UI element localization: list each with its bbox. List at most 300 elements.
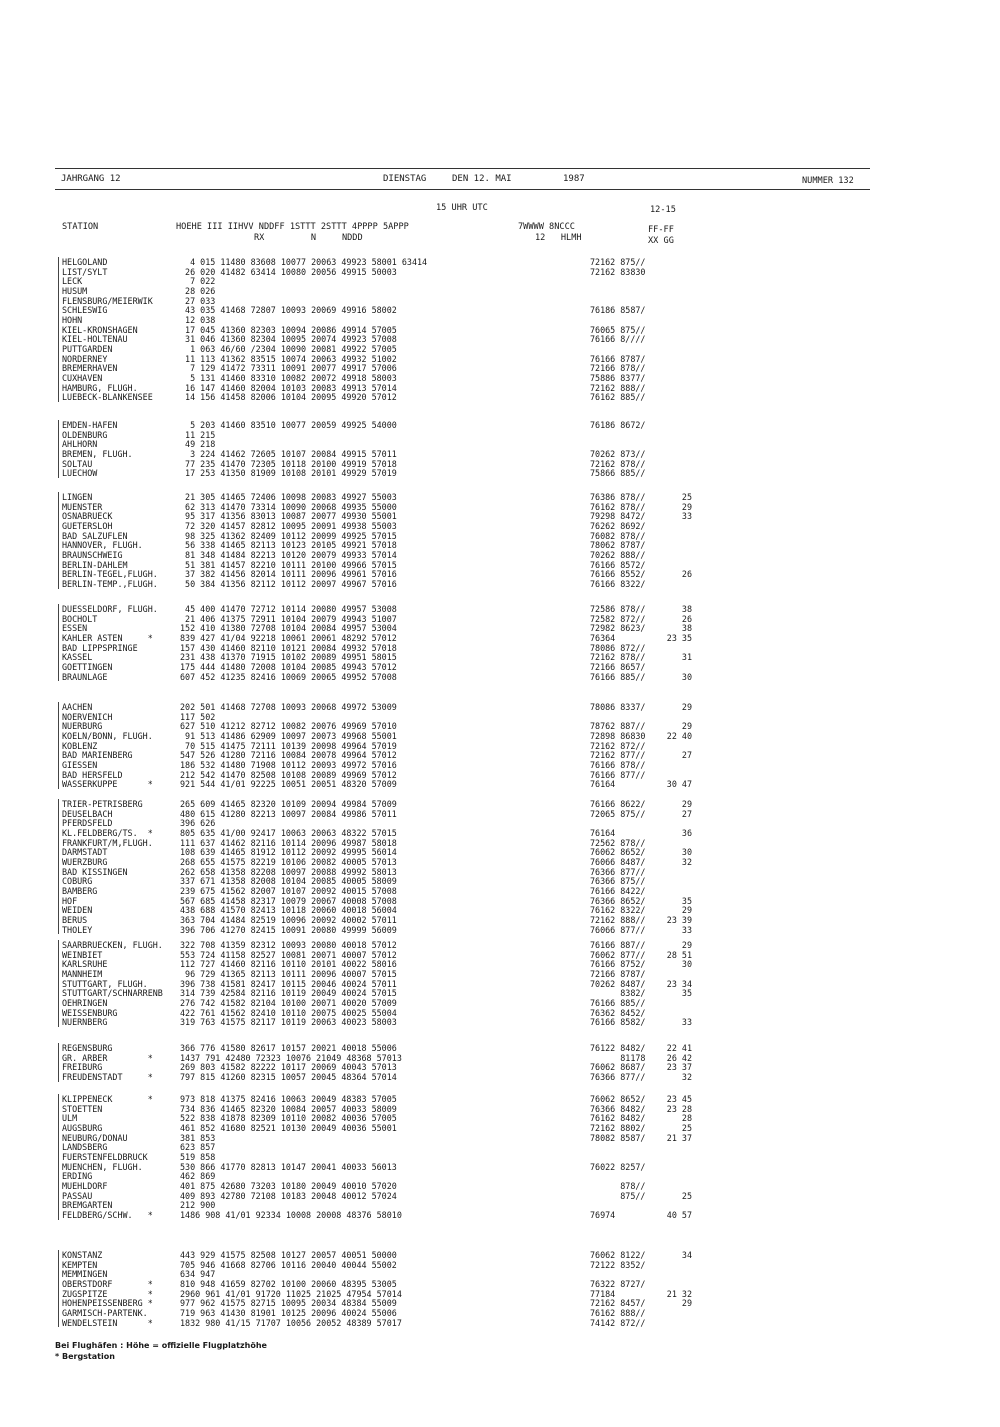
cloud-values: 76186 8672/ <box>590 420 646 430</box>
gust-values: 33 <box>681 924 692 935</box>
cloud-values: 76066 8487/ <box>590 857 646 867</box>
station-name: AACHEN <box>62 702 93 712</box>
cloud-values: 76386 878// <box>590 492 646 502</box>
station-name: HOF <box>62 895 78 906</box>
station-name: NOERVENICH <box>62 711 113 722</box>
station-name: GUETERSLOH <box>62 521 113 531</box>
station-name: LECK <box>62 276 83 287</box>
cloud-values: 72162 878// <box>590 652 646 663</box>
gust-values: 29 <box>681 702 692 712</box>
gust-values: 29 <box>681 940 692 950</box>
station-name: TRIER-PETRISBERG <box>62 799 143 809</box>
gust-values: 25 <box>681 1190 692 1201</box>
station-name: BREMGARTEN <box>62 1200 113 1211</box>
observation-values: 262 658 41358 82208 10097 20088 49992 58013 <box>180 866 397 877</box>
gust-values: 23 45 <box>666 1094 692 1104</box>
observation-values: 627 510 41212 82712 10082 20076 49969 57010 <box>180 721 397 732</box>
station-name: WEIDEN <box>62 905 93 916</box>
gust-values: 30 <box>681 959 692 970</box>
cloud-values: 76062 8652/ <box>590 847 646 858</box>
station-name: KEMPTEN <box>62 1259 98 1270</box>
observation-values: 443 929 41575 82508 10127 20057 40051 50000 <box>180 1250 397 1260</box>
observation-values: 117 502 <box>180 711 216 722</box>
observation-values: 231 438 41370 71915 10102 20089 49951 58015 <box>180 652 397 663</box>
block-border <box>58 257 59 402</box>
station-name: HAMBURG, FLUGH. <box>62 382 138 393</box>
xx-header: XX GG <box>648 236 674 246</box>
observation-values: 553 724 41158 82527 10081 20071 40007 57012 <box>180 949 397 960</box>
cloud-values: 70262 8487/ <box>590 978 646 989</box>
cloud-values: 70262 888// <box>590 550 646 560</box>
observation-values: 56 338 41465 82113 10123 20105 49921 57018 <box>180 540 397 551</box>
station-name: HANNOVER, FLUGH. <box>62 540 143 551</box>
observation-values: 5 203 41460 83510 10077 20059 49925 54000 <box>180 420 397 430</box>
cloud-values: 76122 8482/ <box>590 1043 646 1053</box>
station-name: ERDING <box>62 1171 93 1182</box>
station-name: WUERZBURG <box>62 857 108 867</box>
station-name: BREMERHAVEN <box>62 363 118 374</box>
station-name: WEISSENBURG <box>62 1007 118 1018</box>
station-name: BERUS <box>62 914 88 925</box>
cloud-values: 76166 887// <box>590 940 646 950</box>
cloud-values: 76162 885// <box>590 392 646 403</box>
observation-values: 98 325 41362 82409 10112 20099 49925 57015 <box>180 530 397 541</box>
gust-values: 28 <box>681 1113 692 1124</box>
station-name: BRAUNSCHWEIG <box>62 550 123 560</box>
column-header-1: HOEHE III IIHVV NDDFF 1STTT 2STTT 4PPPP 5APPP <box>176 222 409 232</box>
gust-values: 23 39 <box>666 914 692 925</box>
observation-values: 810 948 41659 82702 10100 20060 48395 53005 <box>180 1279 397 1289</box>
gust-values: 21 37 <box>666 1132 692 1143</box>
gust-values: 33 <box>681 511 692 522</box>
station-name: LINGEN <box>62 492 93 502</box>
observation-values: 337 671 41358 82008 10104 20085 40005 58009 <box>180 876 397 887</box>
observation-values: 705 946 41668 82706 10116 20040 40044 55002 <box>180 1259 397 1270</box>
gust-values: 30 <box>681 847 692 858</box>
station-name: LUECHOW <box>62 468 98 479</box>
station-name: BAMBERG <box>62 885 98 896</box>
observation-values: 396 626 <box>180 818 216 829</box>
gust-values: 35 <box>681 895 692 906</box>
station-name: ZUGSPITZE * <box>62 1288 153 1299</box>
station-name: WEINBIET <box>62 949 103 960</box>
station-name: MUENSTER <box>62 501 103 512</box>
gust-values: 33 <box>681 1017 692 1028</box>
cloud-values: 75886 8377/ <box>590 372 646 383</box>
station-name: LANDSBERG <box>62 1142 108 1153</box>
observation-values: 112 727 41460 82116 10110 20101 40022 58016 <box>180 959 397 970</box>
cloud-values: 74142 872// <box>590 1317 646 1328</box>
cloud-values: 76022 8257/ <box>590 1161 646 1172</box>
station-name: PFERDSFELD <box>62 818 113 829</box>
observation-values: 50 384 41356 82112 10112 20097 49967 57016 <box>180 578 397 589</box>
observation-values: 14 156 41458 82006 10104 20095 49920 57012 <box>180 392 397 403</box>
cloud-values: 72166 8657/ <box>590 662 646 672</box>
cloud-values: 76166 8582/ <box>590 1017 646 1028</box>
observation-values: 977 962 41575 82715 10095 20034 48384 55009 <box>180 1298 397 1309</box>
observation-values: 805 635 41/00 92417 10063 20063 48322 57015 <box>180 828 397 838</box>
cloud-values: 76166 877// <box>590 769 646 780</box>
station-name: HUSUM <box>62 286 88 296</box>
footer-note-2: * Bergstation <box>55 1352 115 1361</box>
jahrgang: JAHRGANG 12 <box>61 174 121 184</box>
station-name: DARMSTADT <box>62 847 108 858</box>
block-border <box>58 492 59 589</box>
observation-values: 319 763 41575 82117 10119 20063 40023 58003 <box>180 1017 397 1028</box>
station-name: ULM <box>62 1113 78 1124</box>
station-name: KIEL-KRONSHAGEN <box>62 324 138 335</box>
station-name: BRAUNLAGE <box>62 671 108 682</box>
cloud-values: 76162 878// <box>590 501 646 512</box>
cloud-values: 76322 8727/ <box>590 1279 646 1289</box>
observation-values: 7 022 <box>180 276 216 287</box>
station-name: SOLTAU <box>62 458 93 469</box>
cloud-values: 76166 8622/ <box>590 799 646 809</box>
cloud-values: 76366 8652/ <box>590 895 646 906</box>
station-name: FRANKFURT/M,FLUGH. <box>62 837 153 848</box>
cloud-values: 76066 877// <box>590 924 646 935</box>
cloud-values: 76166 8752/ <box>590 959 646 970</box>
observation-values: 31 046 41360 82304 10095 20074 49923 57008 <box>180 334 397 345</box>
observation-values: 396 706 41270 82415 10091 20080 49999 56009 <box>180 924 397 935</box>
block-border <box>58 420 59 478</box>
cloud-values: 76062 8687/ <box>590 1062 646 1073</box>
observation-values: 1486 908 41/01 92334 10008 20008 48376 58010 <box>180 1209 402 1220</box>
station-name: BREMEN, FLUGH. <box>62 449 133 459</box>
observation-values: 186 532 41480 71908 10112 20093 49972 57016 <box>180 760 397 770</box>
block-border <box>58 1043 59 1082</box>
station-name: MANNHEIM <box>62 969 103 979</box>
station-name: BAD MARIENBERG <box>62 750 133 761</box>
station-name: FREIBURG <box>62 1062 103 1073</box>
cloud-values: 76164 <box>590 828 616 838</box>
station-name: BERLIN-TEGEL,FLUGH. <box>62 569 158 580</box>
observation-values: 95 317 41356 83013 10087 20077 49930 55001 <box>180 511 397 522</box>
observation-values: 519 858 <box>180 1152 216 1162</box>
observation-values: 27 033 <box>180 295 216 306</box>
gust-values: 29 <box>681 501 692 512</box>
cloud-values: 76162 8482/ <box>590 1113 646 1124</box>
observation-values: 314 739 42584 82116 10119 20049 40024 57015 <box>180 988 397 999</box>
observation-values: 16 147 41460 82004 10103 20083 49913 57014 <box>180 382 397 393</box>
station-name: FLENSBURG/MEIERWIK <box>62 295 153 306</box>
footer-note-1: Bei Flughäfen : Höhe = offizielle Flugplatzhöhe <box>55 1341 267 1350</box>
station-name: BAD LIPPSPRINGE <box>62 642 138 653</box>
cloud-values: 76366 8482/ <box>590 1103 646 1114</box>
cloud-values: 81178 <box>590 1052 646 1063</box>
cloud-values: 78086 8337/ <box>590 702 646 712</box>
cloud-values: 76082 878// <box>590 530 646 541</box>
station-name: BERLIN-DAHLEM <box>62 559 128 570</box>
observation-values: 72 320 41457 82812 10095 20091 49938 55003 <box>180 521 397 531</box>
gust-values: 23 37 <box>666 1062 692 1073</box>
gust-values: 26 <box>681 613 692 624</box>
gust-values: 32 <box>681 857 692 867</box>
cloud-values: 77184 <box>590 1288 616 1299</box>
observation-values: 1832 980 41/15 71707 10056 20052 48389 57017 <box>180 1317 402 1328</box>
station-name: BOCHOLT <box>62 613 98 624</box>
cloud-values: 78762 887// <box>590 721 646 732</box>
observation-values: 11 215 <box>180 429 216 440</box>
observation-values: 269 803 41582 82222 10117 20069 40043 57013 <box>180 1062 397 1073</box>
station-name: THOLEY <box>62 924 93 935</box>
cloud-values: 72162 83830 <box>590 266 646 277</box>
gust-values: 29 <box>681 1298 692 1309</box>
block-border <box>58 1094 59 1220</box>
cloud-values: 76164 <box>590 779 616 790</box>
observation-values: 366 776 41580 82617 10157 20021 40018 55006 <box>180 1043 397 1053</box>
station-name: NUERBURG <box>62 721 103 732</box>
station-name: REGENSBURG <box>62 1043 113 1053</box>
cloud-values: 72582 872// <box>590 613 646 624</box>
station-name: KIEL-HOLTENAU <box>62 334 128 345</box>
station-name: KAHLER ASTEN * <box>62 633 153 643</box>
station-name: SCHLESWIG <box>62 305 108 316</box>
gust-values: 21 32 <box>666 1288 692 1299</box>
cloud-values: 76166 8422/ <box>590 885 646 896</box>
gust-values: 26 <box>681 569 692 580</box>
observation-values: 623 857 <box>180 1142 216 1153</box>
cloud-values: 72162 878// <box>590 458 646 469</box>
gust-values: 36 <box>681 828 692 838</box>
cloud-values: 72065 875// <box>590 808 646 819</box>
observation-values: 111 637 41462 82116 10114 20096 49987 58018 <box>180 837 397 848</box>
station-name: LUEBECK-BLANKENSEE <box>62 392 153 403</box>
cloud-values: 875// <box>590 1190 646 1201</box>
station-name: WASSERKUPPE * <box>62 779 153 790</box>
station-name: NEUBURG/DONAU <box>62 1132 128 1143</box>
observation-values: 62 313 41470 73314 10090 20068 49935 55000 <box>180 501 397 512</box>
cloud-values: 76162 888// <box>590 1308 646 1318</box>
station-name: STUTTGART, FLUGH. <box>62 978 148 989</box>
observation-values: 276 742 41582 82104 10100 20071 40020 57009 <box>180 998 397 1008</box>
observation-values: 719 963 41430 81901 10125 20096 40024 55006 <box>180 1308 397 1318</box>
observation-values: 28 026 <box>180 286 216 296</box>
cloud-values: 72162 888// <box>590 382 646 393</box>
station-name: DUESSELDORF, FLUGH. <box>62 604 158 614</box>
cloud-values: 76166 8//// <box>590 334 646 345</box>
observation-values: 17 045 41360 82303 10094 20086 49914 57005 <box>180 324 397 335</box>
station-name: GR. ARBER * <box>62 1052 153 1063</box>
station-name: FELDBERG/SCHW. * <box>62 1209 153 1220</box>
station-name: COBURG <box>62 876 93 887</box>
cloud-values: 72166 878// <box>590 363 646 374</box>
cloud-values: 72562 878// <box>590 837 646 848</box>
observation-values: 108 639 41465 81912 10112 20092 49995 56014 <box>180 847 397 858</box>
gust-values: 30 47 <box>666 779 692 790</box>
observation-values: 70 515 41475 72111 10139 20098 49964 57019 <box>180 740 397 751</box>
station-name: KARLSRUHE <box>62 959 108 970</box>
station-name: OEHRINGEN <box>62 998 108 1008</box>
station-name: MEMMINGEN <box>62 1269 108 1280</box>
gust-values: 38 <box>681 604 692 614</box>
gust-values: 30 <box>681 671 692 682</box>
gust-values: 26 42 <box>666 1052 692 1063</box>
observation-values: 461 852 41680 82521 10130 20049 40036 55001 <box>180 1123 397 1133</box>
observation-values: 409 893 42780 72108 10183 20048 40012 57024 <box>180 1190 397 1201</box>
gust-values: 22 41 <box>666 1043 692 1053</box>
observation-values: 212 900 <box>180 1200 216 1211</box>
station-name: NUERNBERG <box>62 1017 108 1028</box>
cloud-values: 76062 8652/ <box>590 1094 646 1104</box>
station-name: HOHN <box>62 315 83 325</box>
observation-values: 4 015 11480 83608 10077 20063 49923 58001 63414 <box>180 257 428 267</box>
cloud-values: 76166 885// <box>590 998 646 1008</box>
station-name: BERLIN-TEMP.,FLUGH. <box>62 578 158 589</box>
cloud-values: 76166 8572/ <box>590 559 646 570</box>
observation-values: 381 853 <box>180 1132 216 1143</box>
observation-values: 607 452 41235 82416 10069 20065 49952 57008 <box>180 671 397 682</box>
observation-values: 547 526 41280 72116 10084 20078 49964 57012 <box>180 750 397 761</box>
observation-values: 734 836 41465 82320 10084 20057 40033 58009 <box>180 1103 397 1114</box>
station-name: KASSEL <box>62 652 93 663</box>
cloud-values: 76364 <box>590 633 616 643</box>
cloud-values: 72162 8457/ <box>590 1298 646 1309</box>
block-border <box>58 604 59 681</box>
observation-values: 322 708 41359 82312 10093 20080 40018 57012 <box>180 940 397 950</box>
column-header-2: RX N NDDD <box>254 233 363 243</box>
observation-values: 797 815 41260 82315 10057 20045 48364 57014 <box>180 1072 397 1082</box>
year: 1987 <box>563 174 585 184</box>
observation-values: 45 400 41470 72712 10114 20080 49957 53008 <box>180 604 397 614</box>
cloud-values: 8382/ <box>590 988 646 999</box>
observation-values: 157 430 41460 82110 10121 20084 49932 57018 <box>180 642 397 653</box>
observation-values: 396 738 41581 82417 10115 20046 40024 57011 <box>180 978 397 989</box>
observation-values: 77 235 41470 72305 10118 20100 49919 57018 <box>180 458 397 469</box>
gust-values: 29 <box>681 799 692 809</box>
station-name: CUXHAVEN <box>62 372 103 383</box>
cloud-values: 76062 877// <box>590 949 646 960</box>
observation-values: 363 704 41484 82519 10096 20092 40002 57011 <box>180 914 397 925</box>
station-name: OLDENBURG <box>62 429 108 440</box>
station-name: PUTTGARDEN <box>62 343 113 354</box>
cloud-values: 76166 878// <box>590 760 646 770</box>
station-name: OSNABRUECK <box>62 511 113 522</box>
cloud-values: 76166 8322/ <box>590 578 646 589</box>
cloud-values: 78062 8787/ <box>590 540 646 551</box>
observation-values: 175 444 41480 72008 10104 20085 49943 57012 <box>180 662 397 672</box>
observation-values: 634 947 <box>180 1269 216 1280</box>
cloud-values: 78086 872// <box>590 642 646 653</box>
observation-values: 91 513 41486 62909 10097 20073 49968 55001 <box>180 731 397 741</box>
header-bar <box>55 168 870 190</box>
observation-values: 265 609 41465 82320 10109 20094 49984 57009 <box>180 799 397 809</box>
gust-values: 27 <box>681 750 692 761</box>
station-name: STOETTEN <box>62 1103 103 1114</box>
station-name: AHLHORN <box>62 439 98 450</box>
station-name: GOETTINGEN <box>62 662 113 672</box>
observation-values: 5 131 41460 83310 10082 20072 49918 58003 <box>180 372 397 383</box>
station-name: BAD SALZUFLEN <box>62 530 128 541</box>
station-name: KLIPPENECK * <box>62 1094 153 1104</box>
station-name: KOBLENZ <box>62 740 98 751</box>
gust-values: 25 <box>681 492 692 502</box>
observation-values: 12 038 <box>180 315 216 325</box>
cloud-values: 72162 872// <box>590 740 646 751</box>
cloud-values: 76362 8452/ <box>590 1007 646 1018</box>
cloud-values: 72122 8352/ <box>590 1259 646 1270</box>
cloud-values: 76974 <box>590 1209 616 1220</box>
gust-values: 29 <box>681 905 692 916</box>
station-name: WENDELSTEIN * <box>62 1317 153 1328</box>
station-name: KL.FELDBERG/TS. * <box>62 828 153 838</box>
observation-values: 152 410 41380 72708 10104 20084 49957 53004 <box>180 623 397 634</box>
column-header-2b: 12 HLMH <box>535 233 582 243</box>
cloud-values: 72898 86830 <box>590 731 646 741</box>
observation-values: 21 406 41375 72911 10104 20079 49943 51007 <box>180 613 397 624</box>
cloud-values: 79298 8472/ <box>590 511 646 522</box>
range-label: 12-15 <box>650 205 676 215</box>
observation-values: 37 382 41456 82014 10111 20096 49961 57016 <box>180 569 397 580</box>
cloud-values: 878// <box>590 1180 646 1191</box>
station-name: OBERSTDORF * <box>62 1279 153 1289</box>
observation-values: 212 542 41470 82508 10108 20089 49969 57012 <box>180 769 397 780</box>
station-name: EMDEN-HAFEN <box>62 420 118 430</box>
observation-values: 567 685 41458 82317 10079 20067 40008 57008 <box>180 895 397 906</box>
gust-values: 34 <box>681 1250 692 1260</box>
observation-values: 1 063 46/60 /2304 10090 20081 49922 57005 <box>180 343 397 354</box>
cloud-values: 76166 8552/ <box>590 569 646 580</box>
observation-values: 522 838 41878 82309 10110 20082 40036 57005 <box>180 1113 397 1124</box>
observation-values: 462 869 <box>180 1171 216 1182</box>
observation-values: 43 035 41468 72807 10093 20069 49916 58002 <box>180 305 397 316</box>
gust-values: 23 28 <box>666 1103 692 1114</box>
observation-values: 11 113 41362 83515 10074 20063 49932 51002 <box>180 353 397 364</box>
station-name: LIST/SYLT <box>62 266 108 277</box>
gust-values: 23 35 <box>666 633 692 643</box>
observation-values: 21 305 41465 72406 10098 20083 49927 55003 <box>180 492 397 502</box>
cloud-values: 76166 885// <box>590 671 646 682</box>
cloud-values: 76162 8322/ <box>590 905 646 916</box>
gust-values: 23 34 <box>666 978 692 989</box>
cloud-values: 75866 885// <box>590 468 646 479</box>
gust-values: 35 <box>681 988 692 999</box>
gust-values: 25 <box>681 1123 692 1133</box>
station-name: MUEHLDORF <box>62 1180 108 1191</box>
station-name: GARMISCH-PARTENK. <box>62 1308 148 1318</box>
cloud-values: 72586 878// <box>590 604 646 614</box>
time-label: 15 UHR UTC <box>436 203 488 213</box>
station-name: FUERSTENFELDBRUCK <box>62 1152 148 1162</box>
station-name: HOHENPEISSENBERG * <box>62 1298 153 1309</box>
station-name: BAD KISSINGEN <box>62 866 128 877</box>
station-name: SAARBRUECKEN, FLUGH. <box>62 940 163 950</box>
gust-values: 29 <box>681 721 692 732</box>
observation-values: 26 020 41482 63414 10080 20056 49915 50003 <box>180 266 397 277</box>
observation-values: 973 818 41375 82416 10063 20049 48383 57005 <box>180 1094 397 1104</box>
cloud-values: 72162 8802/ <box>590 1123 646 1133</box>
observation-values: 17 253 41350 81909 10108 20101 49929 57019 <box>180 468 397 479</box>
cloud-values: 72166 8787/ <box>590 969 646 979</box>
observation-values: 49 218 <box>180 439 216 450</box>
station-name: KOELN/BONN, FLUGH. <box>62 731 153 741</box>
observation-values: 268 655 41575 82219 10106 20082 40005 57013 <box>180 857 397 867</box>
station-name: ESSEN <box>62 623 88 634</box>
station-name: BAD HERSFELD <box>62 769 123 780</box>
date: DEN 12. MAI <box>452 174 512 184</box>
station-header: STATION <box>62 222 99 232</box>
observation-values: 202 501 41468 72708 10093 20068 49972 53009 <box>180 702 397 712</box>
cloud-values: 72982 8623/ <box>590 623 646 634</box>
cloud-values: 72162 875// <box>590 257 646 267</box>
observation-values: 921 544 41/01 92225 10051 20051 48320 57009 <box>180 779 397 790</box>
gust-values: 31 <box>681 652 692 663</box>
cloud-values: 72162 877// <box>590 750 646 761</box>
station-name: HELGOLAND <box>62 257 108 267</box>
station-name: KONSTANZ <box>62 1250 103 1260</box>
observation-values: 3 224 41462 72605 10107 20084 49915 57011 <box>180 449 397 459</box>
block-border <box>58 940 59 1027</box>
